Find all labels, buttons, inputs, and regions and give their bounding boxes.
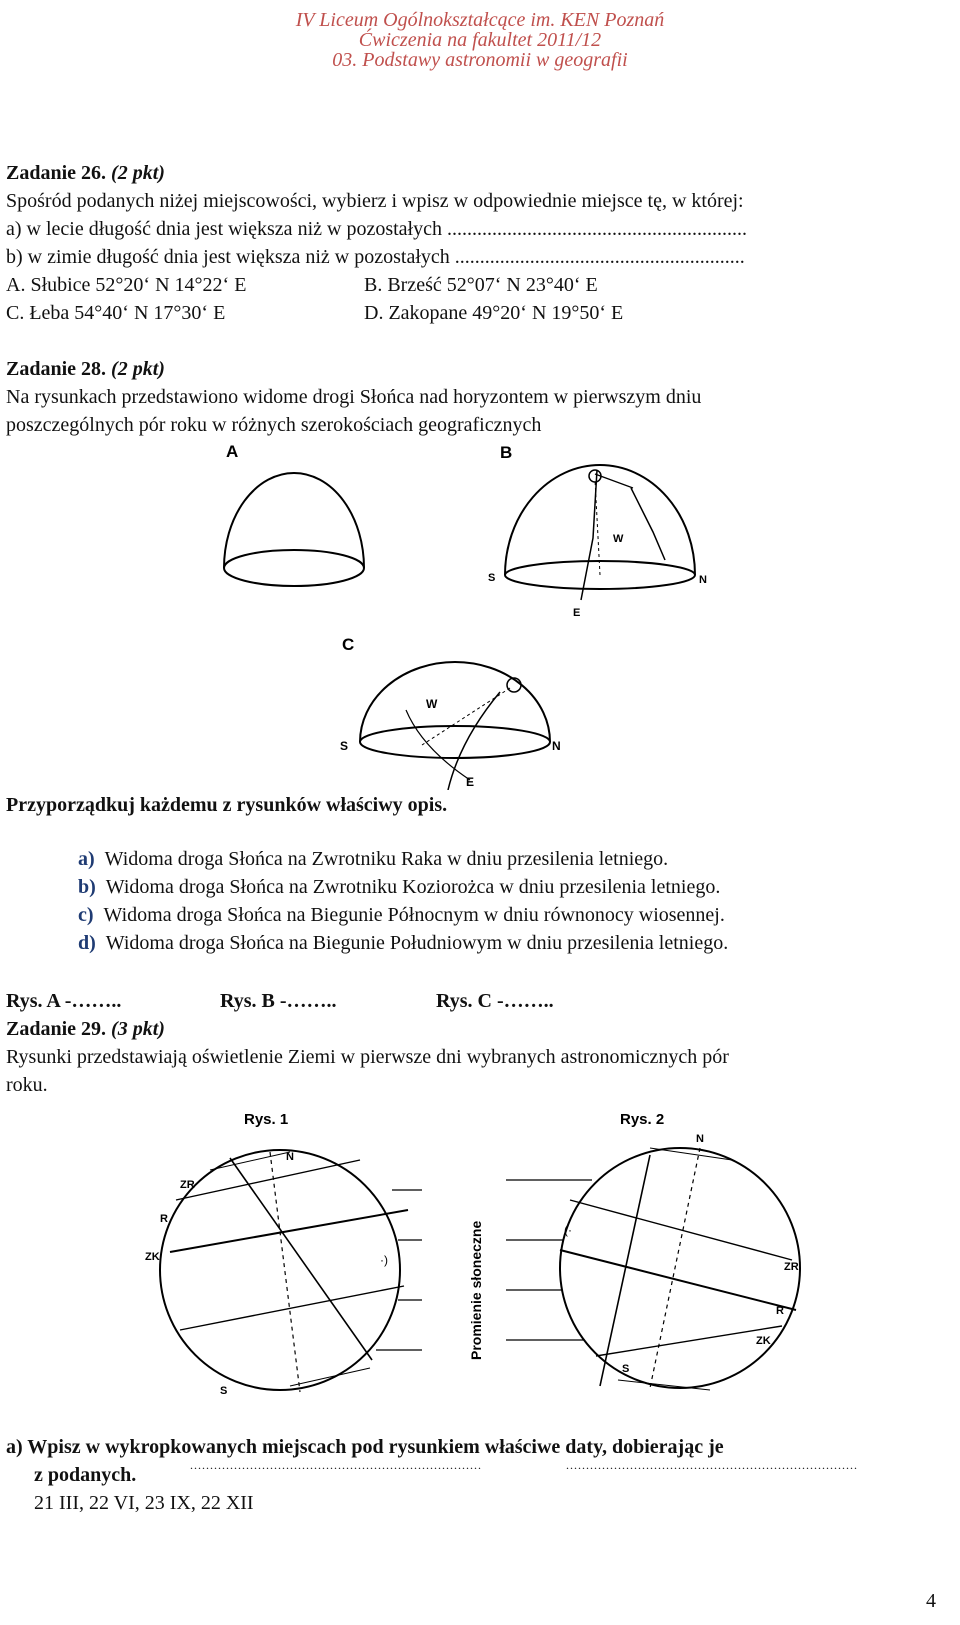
rys1-r: R [160, 1213, 168, 1225]
header-course: Ćwiczenia na fakultet 2011/12 [358, 29, 602, 51]
task26-option-b: B. Brześć 52°07‘ N 23°40‘ E [364, 274, 598, 296]
rys1-n: N [286, 1151, 294, 1163]
figure-a-horizon [224, 550, 364, 586]
figure-c-sun-path-west [406, 710, 470, 780]
task28-title: Zadanie 28. [6, 358, 107, 380]
task26-option-a: A. Słubice 52°20‘ N 14°22‘ E [6, 274, 247, 296]
figure-a-label: A [226, 442, 239, 461]
task28-option [78, 930, 728, 956]
header-topic: 03. Podstawy astronomii w geografii [332, 49, 628, 71]
rys1-zk-circle [180, 1286, 404, 1330]
task28-option [78, 846, 668, 872]
task29-desc-line2: roku. [6, 1074, 48, 1096]
task28-option [78, 902, 725, 928]
figure-b-s: S [488, 572, 496, 584]
answer-a: Rys. A -…….. [6, 990, 122, 1012]
task26-question: Spośród podanych niżej miejscowości, wybierz i wpisz w odpowiednie miejsce tę, w której: [6, 190, 744, 212]
figure-b-w: W [613, 533, 624, 545]
task29-desc-line1: Rysunki przedstawiają oświetlenie Ziemi w pierwsze dni wybranych astronomicznych pór [6, 1046, 729, 1068]
figure-b-n: N [699, 574, 707, 586]
rys2-axis [650, 1148, 700, 1388]
task29-points: (3 pkt) [111, 1018, 165, 1040]
task28-instruction: Przyporządkuj każdemu z rysunków właściwy opis. [6, 794, 448, 816]
task28-heading [6, 356, 165, 382]
rys2-r-circle [596, 1326, 782, 1356]
figure-b-sun-path [485, 440, 715, 620]
option-text: Widoma droga Słońca na Biegunie Północnym w dniu równonocy wiosennej. [103, 904, 725, 926]
option-text: Widoma droga Słońca na Biegunie Południowym w dniu przesilenia letniego. [105, 932, 729, 954]
rys2-equator [560, 1250, 796, 1310]
figure-c-horizon [360, 726, 550, 758]
page-number: 4 [926, 1590, 936, 1612]
figure-b-sun-path-east [581, 470, 597, 600]
rays-label [455, 1190, 495, 1370]
figure-b-sun-path-west [631, 488, 665, 560]
rys2-r: R [776, 1305, 784, 1317]
task29-question-a-line1: a) Wpisz w wykropkowanych miejscach pod rysunkiem właściwe daty, dobierając je [6, 1436, 724, 1458]
task29-title: Zadanie 29. [6, 1018, 107, 1040]
rys2-answer-dots[interactable]: ......................................................................... [566, 1458, 858, 1472]
task28-desc-line2: poszczególnych pór roku w różnych szerokościach geograficznych [6, 414, 542, 436]
figure-rys2-earth-illumination [500, 1100, 820, 1410]
task29-heading [6, 1016, 165, 1042]
rys1-label: Rys. 1 [244, 1111, 289, 1128]
rys1-earth [160, 1150, 400, 1390]
option-key: c) [78, 904, 94, 926]
rys1-terminator [230, 1158, 372, 1360]
figure-c-label: C [342, 635, 355, 654]
task26-title: Zadanie 26. [6, 162, 107, 184]
figure-b-dome [505, 465, 695, 575]
rys1-s: S [220, 1385, 228, 1397]
option-text: Widoma droga Słońca na Zwrotniku Koziorożca w dniu przesilenia letniego. [105, 876, 721, 898]
figure-b-e: E [573, 607, 581, 619]
figure-c-sun-path [330, 630, 570, 790]
option-key: a) [78, 848, 95, 870]
task28-points: (2 pkt) [111, 358, 165, 380]
task26-heading [6, 160, 165, 186]
rys1-right-angle: ·) [380, 1253, 388, 1267]
rys1-equator [170, 1210, 408, 1252]
header-school: IV Liceum Ogólnokształcące im. KEN Poznań [295, 9, 665, 31]
task29-question-a-line2: z podanych. [34, 1464, 137, 1486]
figure-a-dome [224, 473, 364, 568]
figure-a-sun-path [210, 440, 380, 610]
figure-c-w: W [426, 697, 438, 711]
option-text: Widoma droga Słońca na Zwrotniku Raka w dniu przesilenia letniego. [104, 848, 669, 870]
rys1-zr: ZR [180, 1179, 195, 1191]
task29-dates: 21 III, 22 VI, 23 IX, 22 XII [34, 1492, 254, 1514]
task26-b: b) w zimie długość dnia jest większa niż w pozostałych .......................................................... [6, 246, 745, 268]
option-key: b) [78, 876, 96, 898]
rys1-axis [270, 1152, 300, 1392]
rys1-zr-circle [176, 1160, 360, 1200]
rys1-answer-dots[interactable]: ......................................................................... [190, 1458, 482, 1472]
rys2-earth [560, 1148, 800, 1388]
task26-a: a) w lecie długość dnia jest większa niż w pozostałych ............................................................ [6, 218, 747, 240]
option-key: d) [78, 932, 96, 954]
figure-rys1-earth-illumination [140, 1100, 430, 1410]
task26-points: (2 pkt) [111, 162, 165, 184]
figure-c-s: S [340, 739, 349, 753]
figure-c-e: E [466, 775, 475, 789]
rys2-zr-circle [570, 1200, 792, 1260]
rys1-antarctic [290, 1368, 370, 1386]
rys2-n: N [696, 1133, 704, 1145]
rys2-label: Rys. 2 [620, 1111, 665, 1128]
rys2-zr: ZR [784, 1261, 799, 1273]
rys1-zk: ZK [145, 1251, 160, 1263]
task26-option-d: D. Zakopane 49°20‘ N 19°50‘ E [364, 302, 624, 324]
rys2-right-angle: (· [564, 1223, 572, 1237]
rays-text: Promienie słoneczne [468, 1220, 484, 1360]
figure-b-label: B [500, 443, 513, 462]
rys2-antarctic [618, 1380, 710, 1390]
answer-b: Rys. B -…….. [220, 990, 337, 1012]
rys2-zk: ZK [756, 1335, 771, 1347]
task26-option-c: C. Łeba 54°40‘ N 17°30‘ E [6, 302, 226, 324]
rys2-s: S [622, 1363, 630, 1375]
task28-option [78, 874, 720, 900]
task28-desc-line1: Na rysunkach przedstawiono widome drogi Słońca nad horyzontem w pierwszym dniu [6, 386, 702, 408]
answer-c: Rys. C -…….. [436, 990, 554, 1012]
figure-c-n: N [552, 739, 561, 753]
